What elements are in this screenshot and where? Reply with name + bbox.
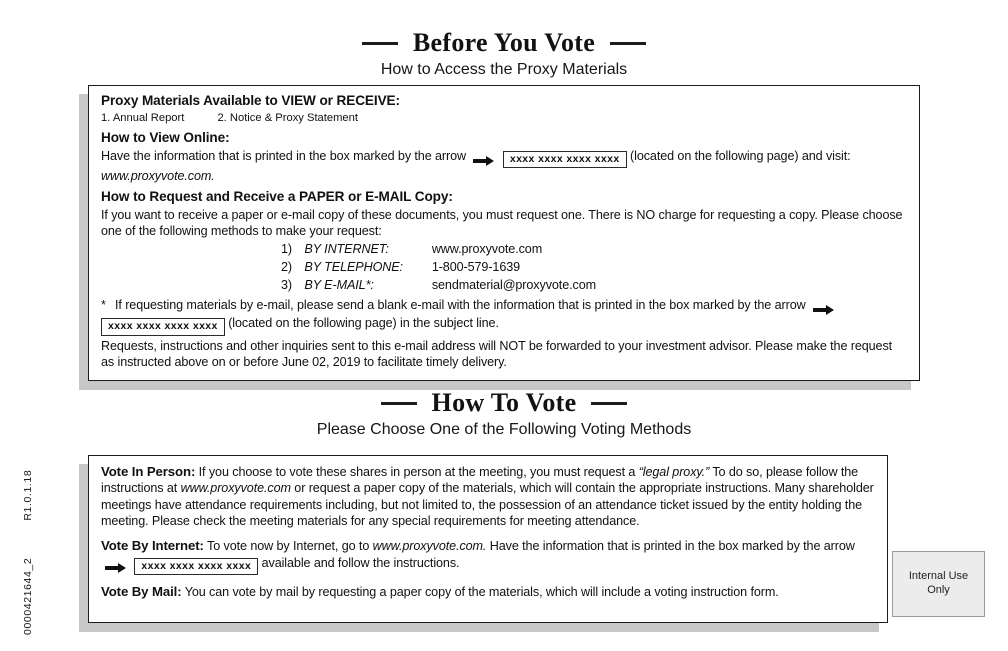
materials-heading: Proxy Materials Available to VIEW or RECEIVE:	[101, 93, 400, 108]
view-online-text: Have the information that is printed in the box marked by the arrow	[101, 148, 467, 163]
title-dash-right	[610, 42, 646, 45]
vote-in-person-label: Vote In Person:	[101, 464, 196, 479]
view-online-paragraph	[101, 148, 907, 185]
title-dash-left	[381, 402, 417, 405]
method-number: 1)	[281, 242, 292, 257]
proxyvote-url: www.proxyvote.com	[180, 481, 291, 496]
control-number-box: xxxx xxxx xxxx xxxx	[101, 318, 225, 336]
footnote-asterisk: *	[101, 297, 106, 312]
control-number-box: xxxx xxxx xxxx xxxx	[503, 151, 627, 169]
vote-in-person-text-2: To do so, please follow the instructions at	[101, 465, 859, 496]
proxyvote-url: www.proxyvote.com.	[372, 539, 487, 554]
title-dash-right	[591, 402, 627, 405]
materials-item-annual-report: 1. Annual Report	[101, 111, 185, 124]
vote-by-internet-text-2: Have the information that is printed in the box marked by the arrow	[489, 539, 855, 554]
method-value-internet-url: www.proxyvote.com	[431, 242, 543, 257]
control-number-box: xxxx xxxx xxxx xxxx	[134, 558, 258, 576]
how-to-vote-subtitle: Please Choose One of the Following Voting Methods	[316, 421, 692, 438]
before-you-vote-subtitle: How to Access the Proxy Materials	[380, 61, 628, 78]
method-number: 2)	[281, 260, 292, 275]
method-row-internet	[281, 241, 907, 259]
how-to-vote-header	[0, 388, 1008, 439]
title-dash-left	[362, 42, 398, 45]
vote-by-internet-text-3: available and follow the instructions.	[261, 555, 460, 570]
vote-by-internet-paragraph	[101, 537, 875, 575]
internal-use-only-label: Internal Use Only	[908, 570, 969, 596]
vote-by-internet-label: Vote By Internet:	[101, 538, 204, 554]
vote-by-mail-label: Vote By Mail:	[101, 584, 182, 600]
section-title-before-you-vote: Before You Vote	[412, 28, 596, 57]
how-to-vote-box	[88, 455, 888, 623]
arrow-right-icon	[105, 563, 126, 573]
email-footnote-paragraph	[101, 297, 907, 336]
vote-in-person-paragraph	[101, 463, 875, 529]
materials-list	[101, 111, 907, 126]
footnote-text: If requesting materials by e-mail, please send a blank e-mail with the information that is printed in the box marked by the arrow	[115, 297, 806, 312]
vote-by-mail-paragraph	[101, 583, 875, 600]
form-number: 0000421644_2	[22, 557, 34, 635]
method-value-email-address: sendmaterial@proxyvote.com	[431, 277, 596, 292]
method-number: 3)	[281, 277, 292, 292]
method-label: BY TELEPHONE:	[304, 260, 403, 275]
before-you-vote-header	[0, 28, 1008, 79]
vote-by-internet-text: To vote now by Internet, go to	[207, 539, 370, 554]
internal-use-only-box	[892, 551, 985, 617]
closing-paragraph: Requests, instructions and other inquiries sent to this e-mail address will NOT be forwarded to your investment advisor. Please make the request as instructed above on or before June 02, 2019 to facilitate timely delivery.	[101, 338, 893, 370]
before-you-vote-box	[88, 85, 920, 381]
request-copy-heading: How to Request and Receive a PAPER or E-MAIL Copy:	[101, 188, 453, 204]
request-methods-list	[281, 241, 907, 295]
proxyvote-url: www.proxyvote.com.	[101, 169, 215, 184]
view-online-text-2: (located on the following page) and visit:	[630, 148, 851, 163]
method-row-email	[281, 277, 907, 295]
arrow-right-icon	[473, 156, 494, 166]
legal-proxy-term: “legal proxy.”	[638, 465, 710, 479]
vote-in-person-text-3: or request a paper copy of the materials, which will contain the appropriate instructions. Many shareholder meetings have attendance requirements including, but not limited to, the possession of an attendance ticket issued by the entity holding the meeting. Please check the meeting materials for any special requirements for meeting attendance.	[101, 481, 874, 529]
margin-text	[22, 435, 34, 635]
vote-by-mail-text: You can vote by mail by requesting a paper copy of the materials, which will include a voting instruction form.	[184, 585, 779, 600]
method-row-telephone	[281, 259, 907, 277]
footnote-text-2: (located on the following page) in the subject line.	[228, 316, 499, 331]
version-code: R1.0.1.18	[22, 469, 34, 521]
margin-text-gap	[28, 524, 29, 554]
view-online-heading: How to View Online:	[101, 129, 230, 145]
method-label: BY INTERNET:	[304, 242, 389, 257]
arrow-right-icon	[813, 305, 834, 315]
materials-item-notice-proxy: 2. Notice & Proxy Statement	[217, 111, 358, 124]
request-copy-paragraph: If you want to receive a paper or e-mail copy of these documents, you must request one. There is NO charge for requesting a copy. Please choose one of the following methods to make your request:	[101, 207, 903, 238]
section-title-how-to-vote: How To Vote	[431, 388, 577, 417]
method-value-phone-number: 1-800-579-1639	[431, 260, 521, 275]
method-label: BY E-MAIL*:	[304, 277, 374, 292]
vote-in-person-text: If you choose to vote these shares in person at the meeting, you must request a	[198, 465, 636, 479]
